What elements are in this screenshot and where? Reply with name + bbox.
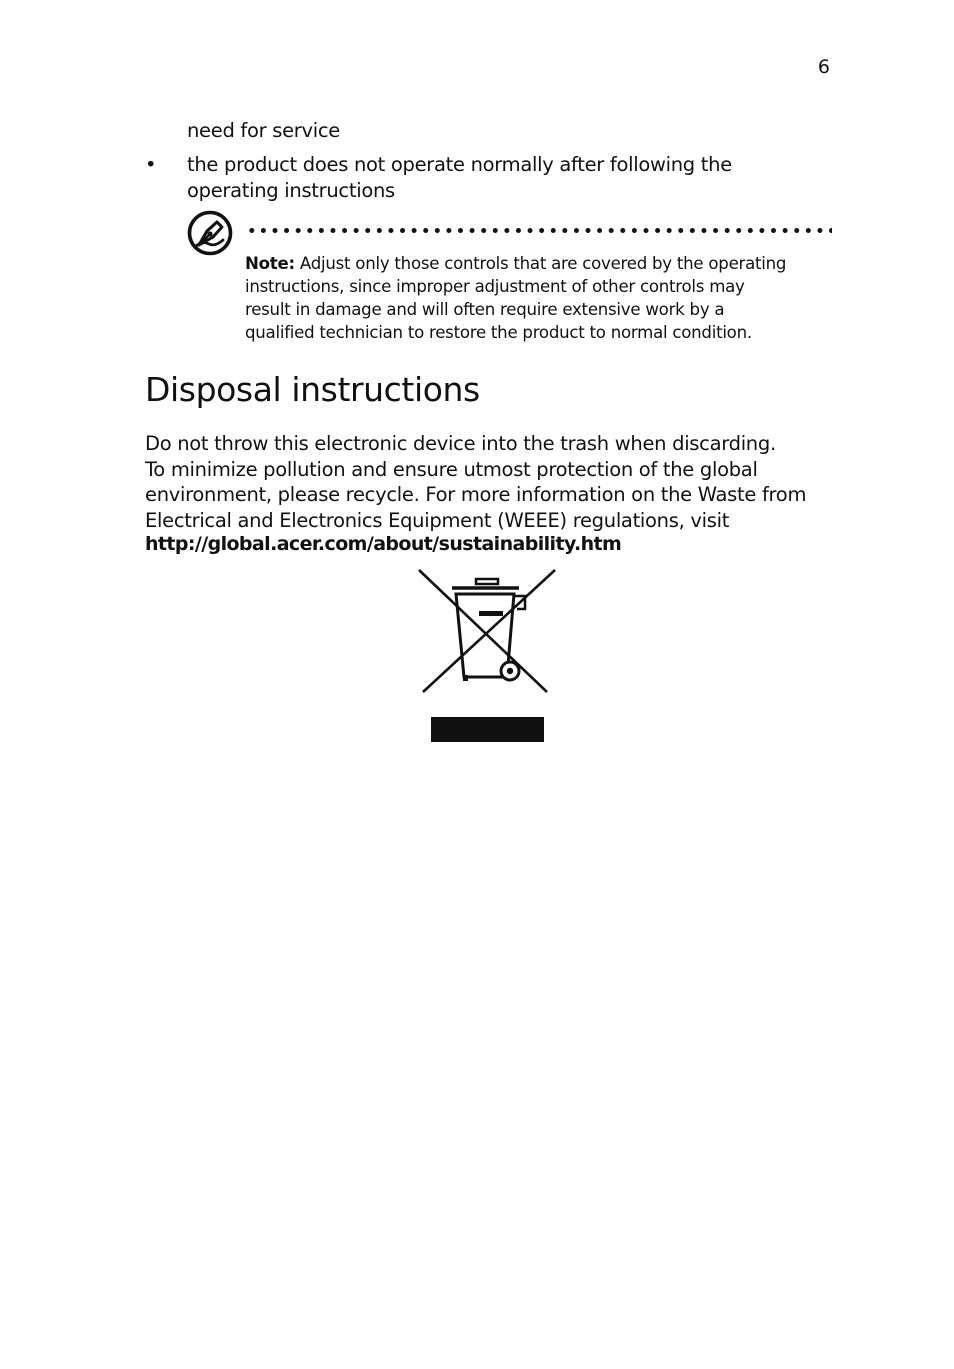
list-item-text bbox=[187, 152, 827, 203]
note-line: instructions, since improper adjustment of other controls may bbox=[245, 277, 745, 296]
list-item-line: the product does not operate normally after following the bbox=[187, 153, 732, 176]
crossed-out-wheelie-bin-icon bbox=[416, 566, 560, 746]
note-divider bbox=[246, 228, 832, 233]
note-line: result in damage and will often require extensive work by a bbox=[245, 300, 725, 319]
sustainability-link[interactable]: http://global.acer.com/about/sustainability.htm bbox=[145, 533, 622, 555]
bullet-marker: • bbox=[145, 153, 157, 176]
paragraph-line: Do not throw this electronic device into the trash when discarding. bbox=[145, 432, 776, 455]
paragraph-line: To minimize pollution and ensure utmost protection of the global bbox=[145, 457, 758, 481]
note-line: qualified technician to restore the product to normal condition. bbox=[245, 323, 752, 342]
page-number: 6 bbox=[817, 56, 830, 78]
disposal-paragraph bbox=[145, 431, 835, 533]
note-body bbox=[245, 252, 830, 344]
paragraph-line: Electrical and Electronics Equipment (WEEE) regulations, visit bbox=[145, 508, 730, 532]
paragraph-line: environment, please recycle. For more information on the Waste from bbox=[145, 483, 807, 506]
note-line: Adjust only those controls that are covered by the operating bbox=[294, 254, 787, 273]
pen-nib-note-icon bbox=[187, 210, 233, 256]
list-item-line: operating instructions bbox=[187, 178, 395, 202]
section-heading: Disposal instructions bbox=[145, 370, 480, 409]
note-label: Note: bbox=[245, 254, 295, 273]
list-continuation-text: need for service bbox=[187, 119, 340, 142]
